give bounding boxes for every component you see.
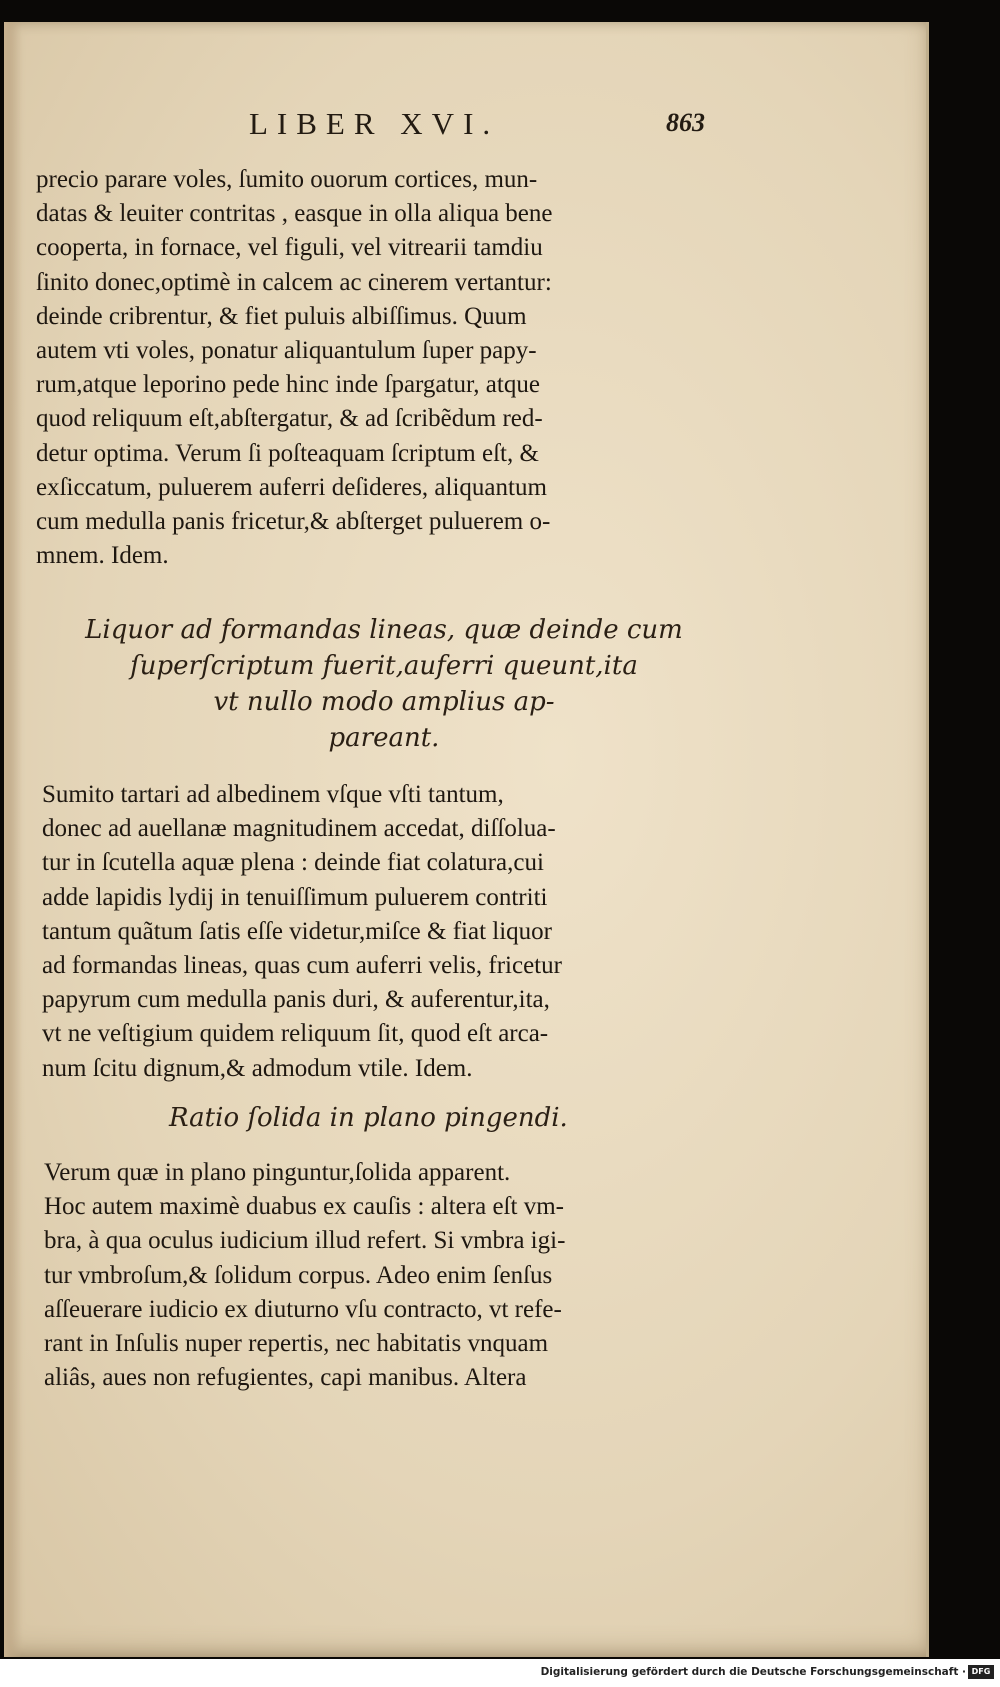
heading-line: pareant. xyxy=(328,723,440,753)
text-line: tantum quãtum ſatis eſſe videtur,miſce & fiat liquor xyxy=(42,917,552,945)
text-line: autem vti voles, ponatur aliquantulum ſuper papy- xyxy=(36,337,537,365)
text-line: mnem. Idem. xyxy=(36,542,169,570)
text-line: Sumito tartari ad albedinem vſque vſti tantum, xyxy=(42,781,504,808)
paragraph-continued xyxy=(36,163,726,573)
text-line: vt ne veſtigium quidem reliquum ſit, quod eſt arca- xyxy=(42,1020,549,1048)
heading-line: Liquor ad formandas lineas, quæ deinde cum xyxy=(85,615,683,645)
page-number: 863 xyxy=(666,108,705,137)
text-line: adde lapidis lydij in tenuiſſimum puluerem contriti xyxy=(42,883,548,911)
text-line: rum,atque leporino pede hinc inde ſpargatur, atque xyxy=(36,371,540,399)
text-line: Verum quæ in plano pinguntur,ſolida apparent. xyxy=(44,1159,511,1186)
text-line: tur in ſcutella aquæ plena : deinde fiat colatura,cui xyxy=(42,849,544,877)
text-line: ad formandas lineas, quas cum auferri velis, fricetur xyxy=(42,952,562,980)
text-line: aſſeuerare iudicio ex diuturno vſu contracto, vt refe- xyxy=(44,1295,562,1323)
text-line: quod reliquum eſt,abſtergatur, & ad ſcribẽdum red- xyxy=(36,405,543,433)
heading-line: ſuperſcriptum fuerit,auferri queunt,ita xyxy=(130,651,638,681)
dfg-logo: DFG xyxy=(968,1665,994,1679)
text-line: cooperta, in fornace, vel figuli, vel vitrearii tamdiu xyxy=(36,234,543,262)
text-line: cum medulla panis fricetur,& abſterget puluerem o- xyxy=(36,508,551,536)
text-line: Hoc autem maximè duabus ex cauſis : altera eſt vm- xyxy=(44,1193,564,1221)
section-heading xyxy=(64,612,704,756)
text-line: papyrum cum medulla panis duri, & auferentur,ita, xyxy=(42,986,550,1014)
heading-line: vt nullo modo amplius ap- xyxy=(213,687,555,717)
book-page xyxy=(4,22,929,1657)
paragraph xyxy=(44,1156,734,1395)
running-title: LIBER XVI. xyxy=(249,106,500,141)
text-line: exſiccatum, puluerem auferri deſideres, aliquantum xyxy=(36,473,547,501)
heading-line: Ratio ſolida in plano pingendi. xyxy=(169,1103,568,1133)
section-heading xyxy=(44,1100,644,1136)
credit-bar xyxy=(0,1659,1000,1687)
text-line: precio parare voles, ſumito ouorum cortices, mun- xyxy=(36,166,538,193)
page-gutter-shadow xyxy=(4,22,22,1657)
text-line: bra, à qua oculus iudicium illud refert. Si vmbra igi- xyxy=(44,1227,566,1255)
funding-credit: Digitalisierung gefördert durch die Deutsche Forschungsgemeinschaft · xyxy=(540,1666,966,1678)
text-line: datas & leuiter contritas , easque in olla aliqua bene xyxy=(36,200,553,228)
text-line: detur optima. Verum ſi poſteaquam ſcriptum eſt, & xyxy=(36,439,539,467)
text-line: num ſcitu dignum,& admodum vtile. Idem. xyxy=(42,1054,473,1082)
text-line: rant in Inſulis nuper repertis, nec habitatis vnquam xyxy=(44,1330,549,1358)
text-line: ſinito donec,optimè in calcem ac cinerem vertantur: xyxy=(36,268,552,296)
text-line: tur vmbroſum,& ſolidum corpus. Adeo enim ſenſus xyxy=(44,1261,553,1289)
text-line: donec ad auellanæ magnitudinem accedat, diſſolua- xyxy=(42,815,556,843)
text-line: aliâs, aues non refugientes, capi manibus. Altera xyxy=(44,1364,527,1392)
paragraph xyxy=(42,778,728,1086)
text-line: deinde cribrentur, & fiet puluis albiſſimus. Quum xyxy=(36,302,527,330)
